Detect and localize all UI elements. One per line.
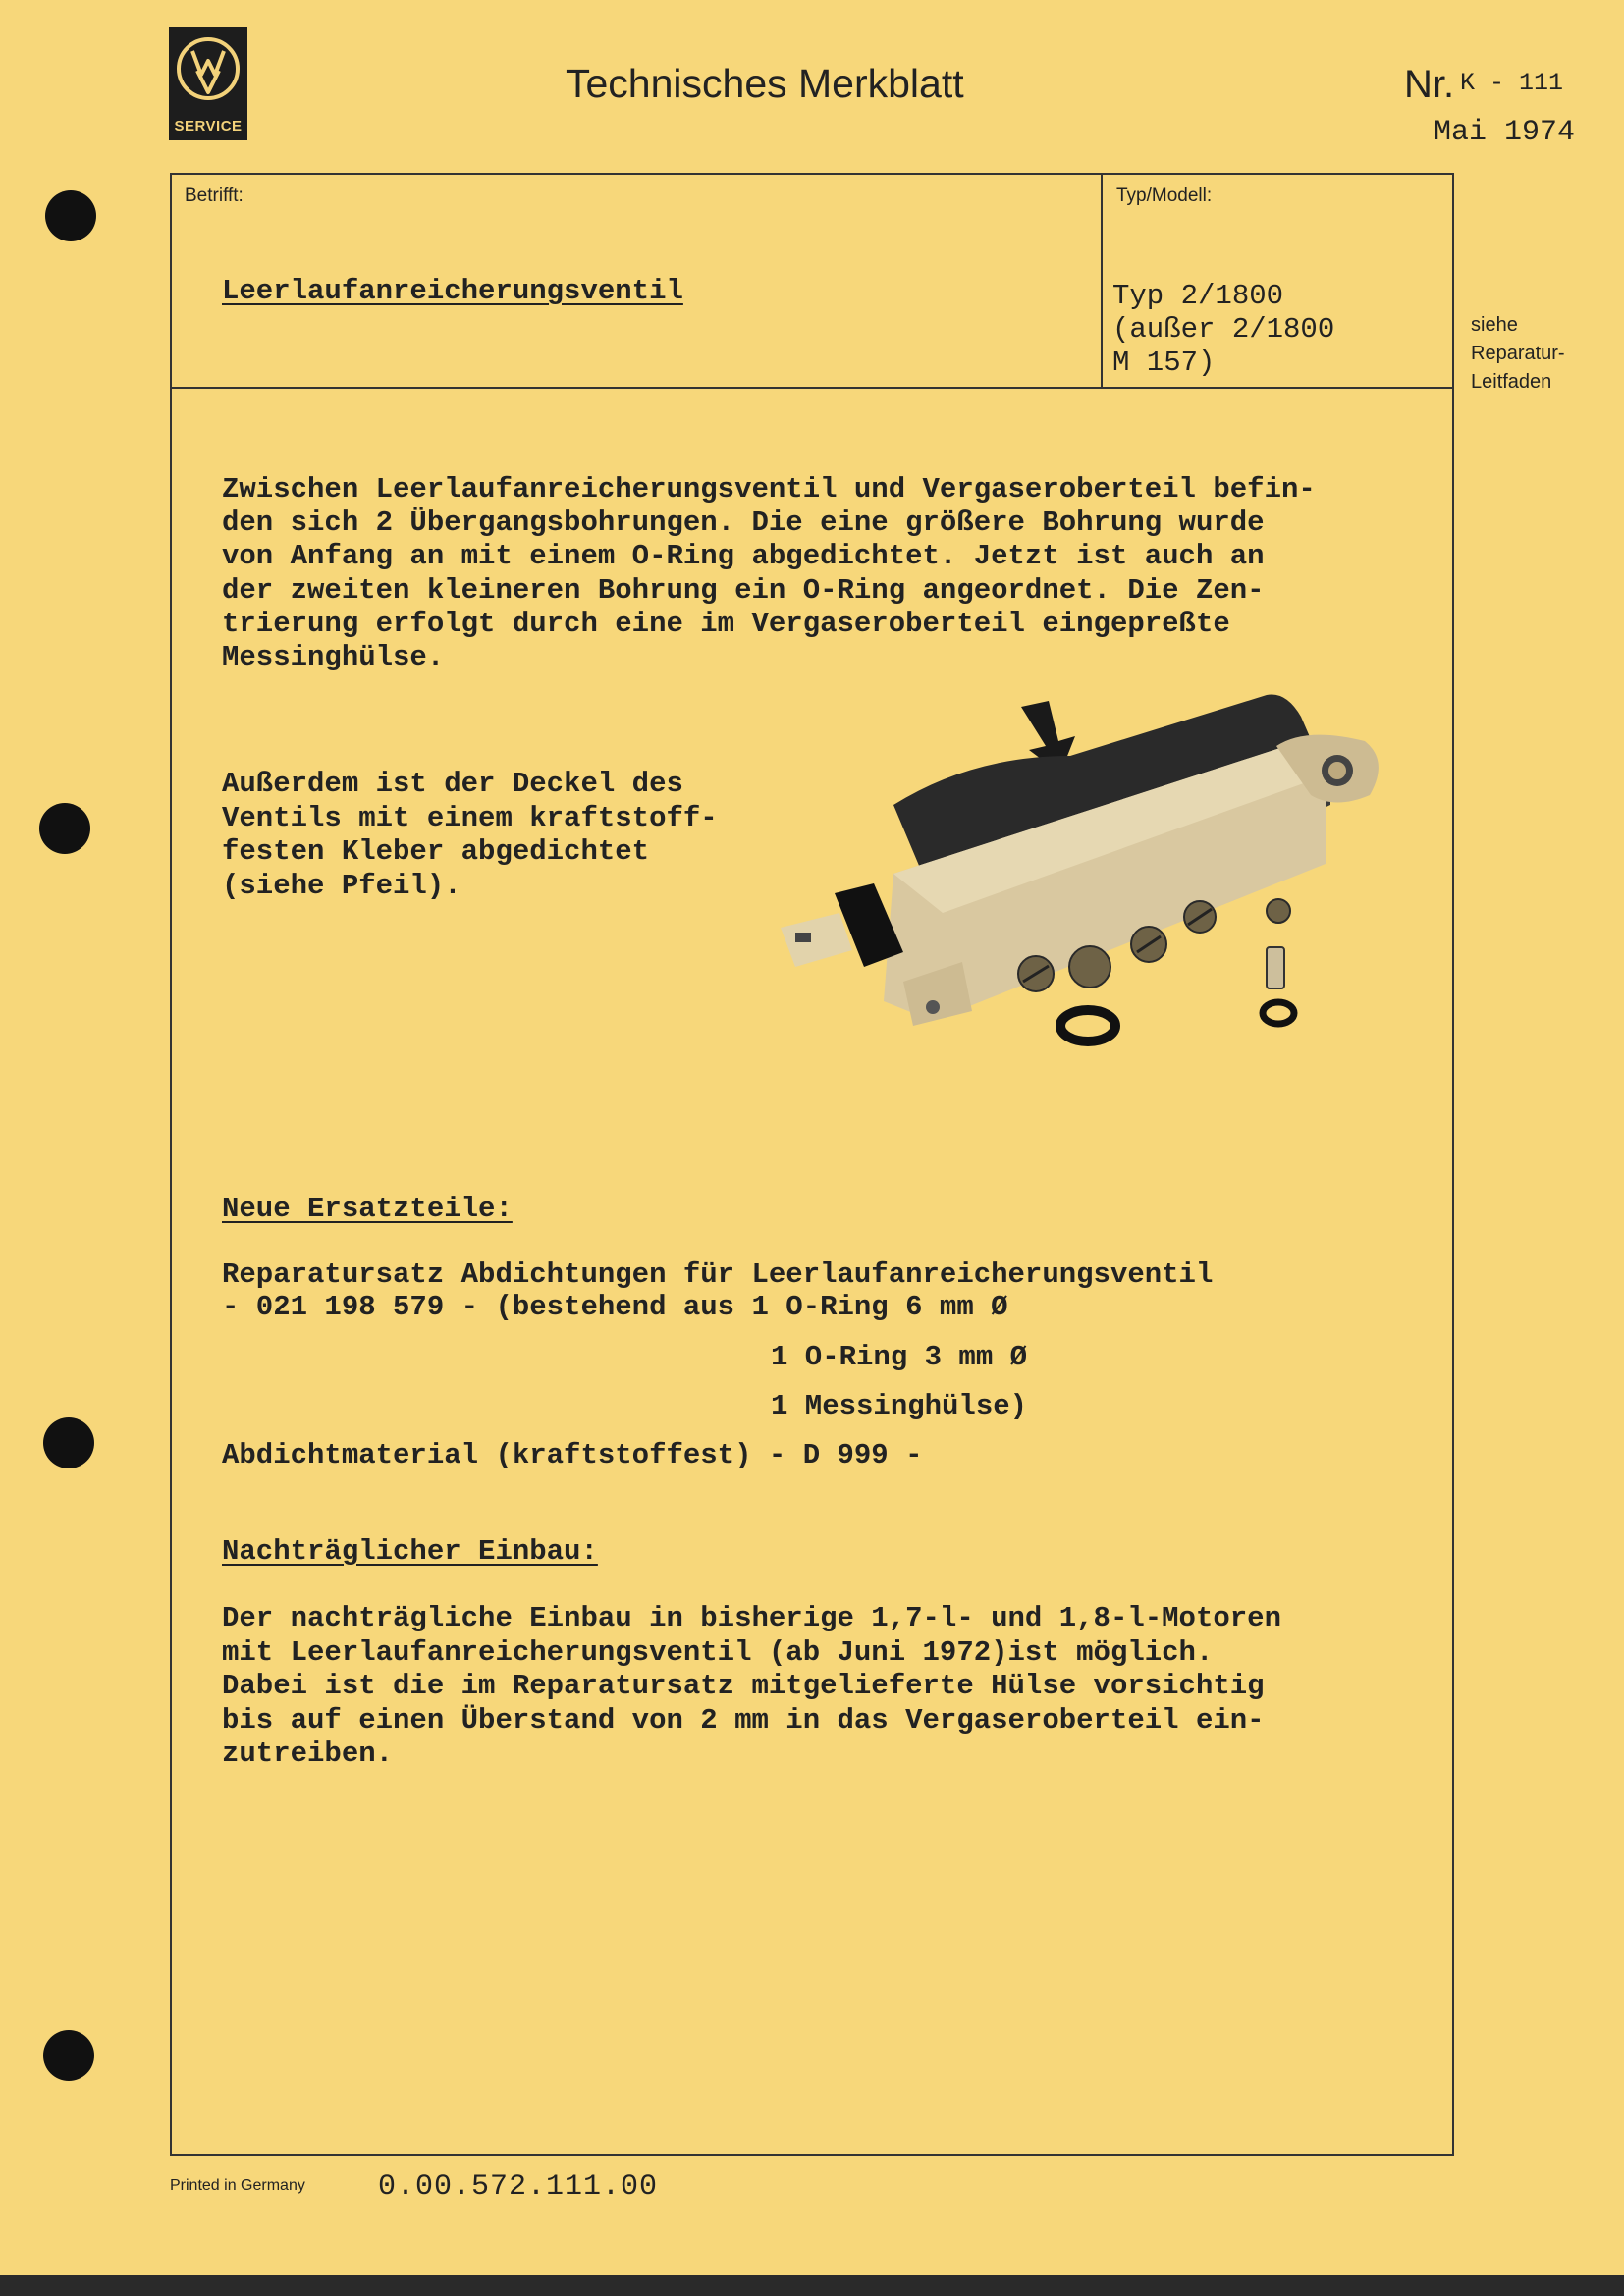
parts-heading: Neue Ersatzteile: bbox=[222, 1193, 513, 1225]
side-note: siehe Reparatur- Leitfaden bbox=[1471, 314, 1565, 393]
nr-label: Nr. bbox=[1404, 63, 1455, 106]
parts-line-2: - 021 198 579 - (bestehend aus 1 O-Ring 6 mm Ø bbox=[222, 1291, 1008, 1323]
vw-service-logo bbox=[169, 27, 247, 140]
betrifft-value: Leerlaufanreicherungsventil bbox=[222, 275, 683, 307]
header-divider bbox=[170, 387, 1454, 389]
scan-edge bbox=[0, 2275, 1624, 2296]
parts-line-4: 1 Messinghülse) bbox=[771, 1390, 1028, 1422]
parts-line-5: Abdichtmaterial (kraftstoffest) - D 999 - bbox=[222, 1439, 923, 1471]
punch-hole bbox=[39, 803, 90, 854]
intro-paragraph: Zwischen Leerlaufanreicherungsventil und Vergaseroberteil befin- den sich 2 Übergangsbohrungen. Die eine größere Bohrung wurde von Anfang an mit einem O-Ring abgedichtet. Jetzt ist auch an der zweiten kleineren Bohrung ein O-Ring angeordnet. Die Zen- trierung erfolgt durch eine im Vergaseroberteil eingepreßte Messinghülse. bbox=[222, 473, 1316, 674]
parts-line-3: 1 O-Ring 3 mm Ø bbox=[771, 1341, 1028, 1373]
punch-hole bbox=[43, 1417, 94, 1468]
page-title: Technisches Merkblatt bbox=[566, 61, 964, 106]
parts-line-1: Reparatursatz Abdichtungen für Leerlaufanreicherungsventil bbox=[222, 1258, 1214, 1291]
valve-photo bbox=[776, 687, 1394, 1080]
retrofit-paragraph: Der nachträgliche Einbau in bisherige 1,7-l- und 1,8-l-Motoren mit Leerlaufanreicherungsventil (ab Juni 1972)ist möglich. Dabei ist die im Reparatursatz mitgelieferte Hülse vorsichtig bis auf einen Überstand von 2 mm in das Vergaseroberteil ein- zutreiben. bbox=[222, 1602, 1281, 1770]
printed-in-germany: Printed in Germany bbox=[170, 2177, 305, 2194]
print-number: 0.00.572.111.00 bbox=[378, 2170, 659, 2204]
vw-logo-icon bbox=[169, 31, 247, 110]
issue-date: Mai 1974 bbox=[1434, 116, 1576, 149]
logo-caption: SERVICE bbox=[174, 118, 243, 134]
punch-hole bbox=[43, 2030, 94, 2081]
typ-value: Typ 2/1800 (außer 2/1800 M 157) bbox=[1112, 280, 1335, 379]
column-divider bbox=[1101, 173, 1103, 389]
deckel-paragraph: Außerdem ist der Deckel des Ventils mit einem kraftstoff- festen Kleber abgedichtet (siehe Pfeil). bbox=[222, 768, 718, 902]
content-frame bbox=[170, 173, 1454, 2156]
punch-hole bbox=[45, 190, 96, 241]
retrofit-heading: Nachträglicher Einbau: bbox=[222, 1535, 598, 1568]
typ-label: Typ/Modell: bbox=[1116, 186, 1213, 206]
nr-value: K - 111 bbox=[1460, 69, 1564, 97]
betrifft-label: Betrifft: bbox=[185, 186, 244, 206]
